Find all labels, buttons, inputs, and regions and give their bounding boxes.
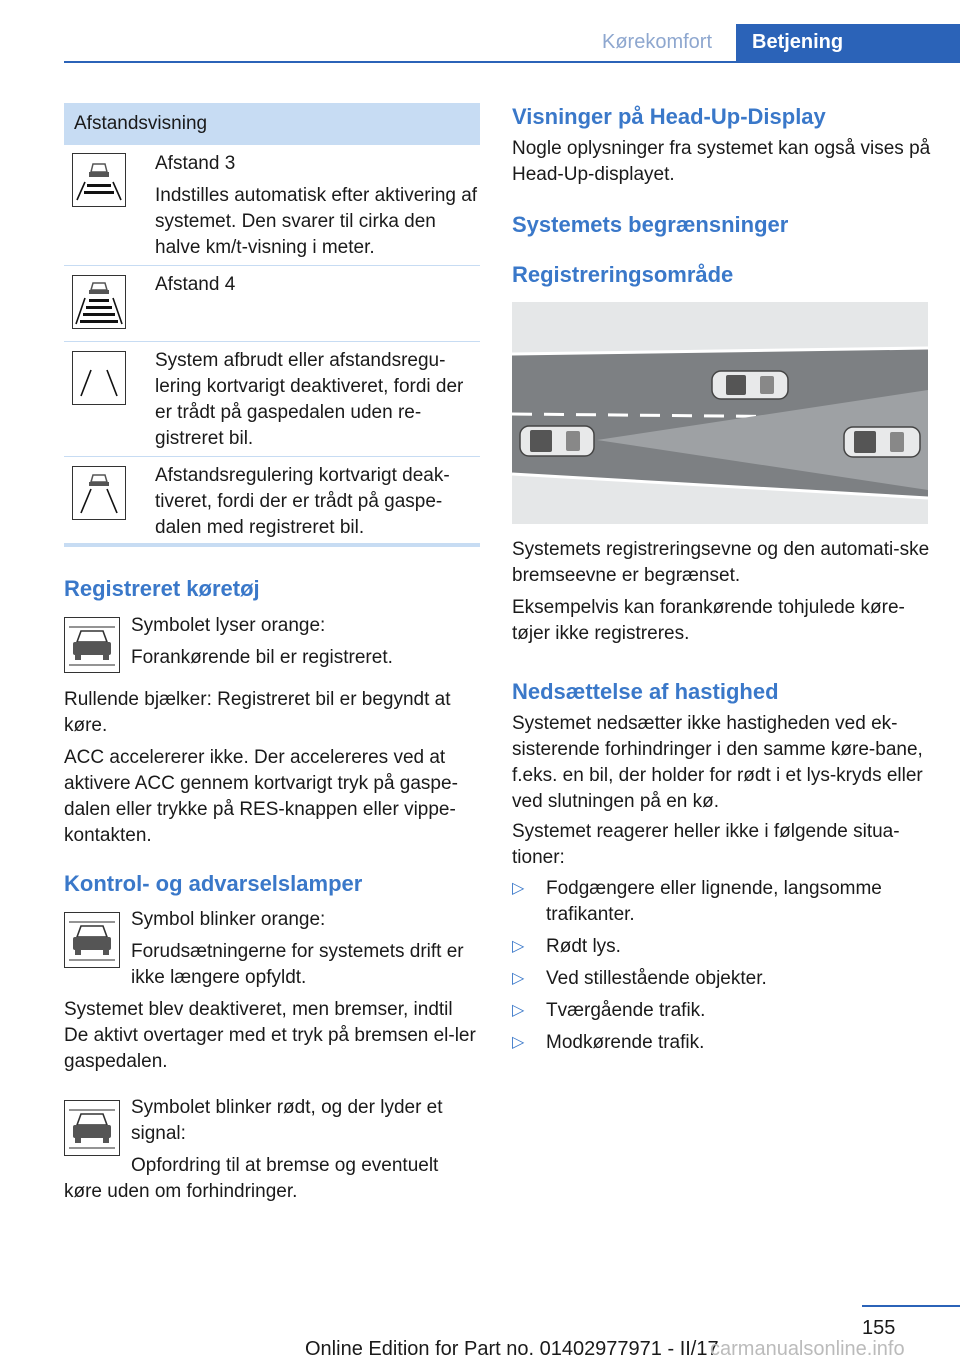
distance-control-interrupted-icon xyxy=(72,466,126,520)
header-rule xyxy=(64,61,960,63)
table-row xyxy=(64,342,480,457)
symbol-flashes-red-text: Symbolet blinker rødt, og der lyder et signal: xyxy=(131,1097,443,1144)
table-header: Afstandsvisning xyxy=(64,103,480,145)
edition-text: Online Edition for Part no. 01402977971 - II/17 xyxy=(305,1338,719,1360)
detection-range-illustration xyxy=(512,302,928,524)
paragraph-deactivated: Systemet blev deaktiveret, men bremser, indtil De aktivt overtager med et tryk på bremsen el-ler gaspedalen. xyxy=(64,999,476,1072)
row-text: Afstandsregulering kortvarigt deak-tiveret, fordi der er trådt på gaspe-dalen med registreret bil. xyxy=(155,465,450,538)
brake-request-text: Opfordring til at bremse og eventuelt xyxy=(131,1155,439,1176)
vehicle-detected-text: Forankørende bil er registreret. xyxy=(131,647,393,668)
list-item-text: Modkørende trafik. xyxy=(546,1032,705,1053)
heading-registered-vehicle: Registreret køretøj xyxy=(64,576,260,601)
bullet-arrow-icon: ▷ xyxy=(512,1002,525,1019)
list-item-text: Ved stillestående objekter. xyxy=(546,968,767,989)
watermark: carmanualsonline.info xyxy=(710,1338,905,1360)
preconditions-text: Forudsætningerne for systemets drift er ikke længere opfyldt. xyxy=(131,941,464,988)
header-tab-korekomfort: Kørekomfort xyxy=(601,31,713,53)
bullet-arrow-icon: ▷ xyxy=(512,970,525,987)
symbol-lights-orange-text: Symbolet lyser orange: xyxy=(131,615,326,636)
heading-speed-reduction: Nedsættelse af hastighed xyxy=(512,679,779,704)
bullet-arrow-icon: ▷ xyxy=(512,1034,525,1051)
heading-detection-range: Registreringsområde xyxy=(512,262,734,287)
car-ahead-icon xyxy=(64,617,120,673)
paragraph-no-speed-reduction: Systemet nedsætter ikke hastigheden ved ek-sisterende forhindringer i den samme køre-bane, f.eks. en bil, der holder for rødt i et lys-kryds eller ved slutningen på en kø. xyxy=(512,713,923,812)
paragraph-detection-capability: Systemets registreringsevne og den automati-ske bremseevne er begrænset. xyxy=(512,539,930,586)
paragraph-two-wheelers: Eksempelvis kan forankørende tohjulede køre-tøjer ikke registreres. xyxy=(512,597,905,644)
distance-3-icon xyxy=(72,153,126,207)
heading-warning-lamps: Kontrol- og advarselslamper xyxy=(64,871,363,896)
row-title: Afstand 3 xyxy=(155,153,236,174)
distance-display-table xyxy=(64,103,480,547)
paragraph-acc: ACC accelererer ikke. Der accelereres ved at aktivere ACC gennem kortvarigt tryk på gaspe-dalen eller trykke på RES-knappen eller vippe-kontakten. xyxy=(64,747,458,846)
table-row xyxy=(64,145,480,266)
heading-system-limits: Systemets begrænsninger xyxy=(512,212,789,237)
footer-rule xyxy=(862,1305,960,1307)
system-interrupted-icon xyxy=(72,351,126,405)
row-title: Afstand 4 xyxy=(155,274,236,295)
table-row xyxy=(64,266,480,342)
paragraph-situations: Systemet reagerer heller ikke i følgende situa-tioner: xyxy=(512,821,900,868)
row-text: Indstilles automatisk efter aktivering af systemet. Den svarer til cirka den halve km/t-visning i meter. xyxy=(155,185,478,258)
list-item-text: Fodgængere eller lignende, langsomme trafikanter. xyxy=(546,878,882,925)
distance-4-icon xyxy=(72,275,126,329)
header-tab-betjening: Betjening xyxy=(736,24,960,61)
brake-request-text-cont: køre uden om forhindringer. xyxy=(64,1181,298,1202)
row-text: System afbrudt eller afstandsregu-lering kortvarigt deaktiveret, fordi der er trådt på gaspedalen uden re-gistreret bil. xyxy=(155,350,464,449)
bullet-arrow-icon: ▷ xyxy=(512,880,525,897)
car-warning-red-icon xyxy=(64,1100,120,1156)
heading-head-up-display: Visninger på Head-Up-Display xyxy=(512,104,826,129)
paragraph-rolling-bars: Rullende bjælker: Registreret bil er begyndt at køre. xyxy=(64,689,451,736)
list-item-text: Tværgående trafik. xyxy=(546,1000,706,1021)
page-number: 155 xyxy=(862,1317,896,1339)
list-item-text: Rødt lys. xyxy=(546,936,621,957)
car-warning-orange-icon xyxy=(64,912,120,968)
paragraph-hud: Nogle oplysninger fra systemet kan også vises på Head-Up-displayet. xyxy=(512,138,931,185)
bullet-arrow-icon: ▷ xyxy=(512,938,525,955)
table-row xyxy=(64,457,480,543)
symbol-flashes-orange-text: Symbol blinker orange: xyxy=(131,909,326,930)
